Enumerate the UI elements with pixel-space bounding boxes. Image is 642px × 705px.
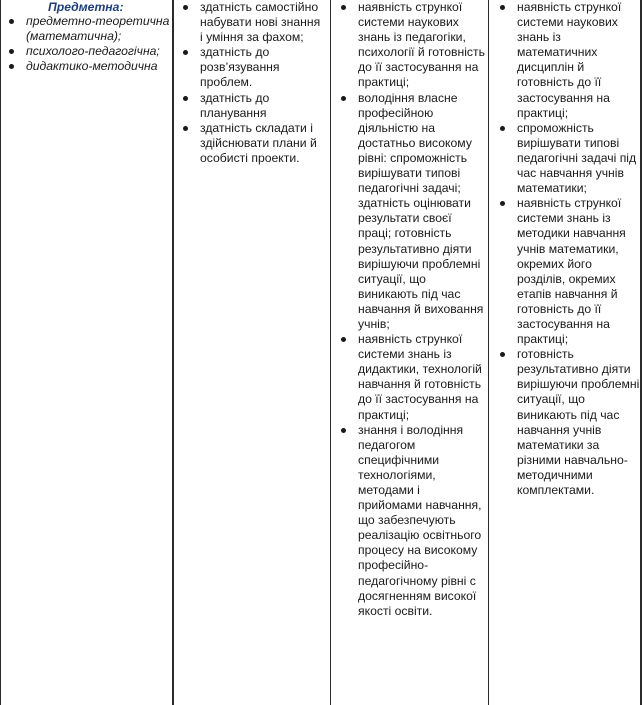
list-item: готовність результативно діяти вирішуючи проблемні ситуації, що виникають під час навчання учнів математики за різними навчально-методичними комплектами.: [495, 347, 640, 498]
list-item: здатність до розв’язування проблем.: [178, 45, 326, 90]
list-item: здатність самостійно набувати нові знання і уміння за фахом;: [178, 0, 326, 45]
list-item: знання і володіння педагогом специфічними технологіями, методами і прийомами навчання, що забезпечують реалізацію освітнього процесу на високому професійно-педагогічному рівні с досягненням високої якості освіти.: [336, 423, 486, 619]
column-divider: [488, 0, 489, 705]
list-item: наявність стрункої системи наукових знань із педагогіки, психології й готовність до її застосування на практиці;: [336, 0, 486, 91]
list-item: предметно-теоретична (математична);: [4, 14, 170, 44]
bullet-list: [336, 0, 486, 619]
list-item: володіння власне професійною діяльністю на достатньо високому рівні: спроможність вирішувати типові педагогічні задачі; здатність оцінювати результати своєї праці; готовність результативно діяти вирішуючи проблемні ситуації, що виникають під час навчання й виховання учнів;: [336, 91, 486, 333]
list-item: спроможність вирішувати типові педагогічні задачі під час навчання учнів математики;: [495, 121, 640, 196]
list-item: дидактико-методична: [4, 59, 170, 74]
column-subject-competence: [4, 0, 170, 74]
list-item: наявність стрункої системи знань із методики навчання учнів математики, окремих його розділів, окремих етапів навчання й готовність до її застосування на практиці;: [495, 196, 640, 347]
list-item: наявність стрункої системи знань із дидактики, технологій навчання й готовність до її застосування на практиці;: [336, 332, 486, 423]
column-divider: [0, 0, 1, 705]
bullet-list: [178, 0, 326, 166]
list-item: наявність стрункої системи наукових знань із математичних дисциплін й готовність до її застосування на практиці;: [495, 0, 640, 121]
column-pedagogical: [336, 0, 486, 619]
bullet-list: [495, 0, 640, 498]
list-item: психолого-педагогічна;: [4, 44, 170, 59]
column-mathematical: [495, 0, 640, 498]
column-divider: [330, 0, 331, 705]
list-item: здатність складати і здійснювати плани й особисті проекти.: [178, 121, 326, 166]
list-item: здатність до планування: [178, 91, 326, 121]
column-divider: [172, 0, 174, 705]
column-heading: Предметна:: [48, 0, 124, 14]
bullet-list: [4, 14, 170, 74]
column-general-abilities: [178, 0, 326, 166]
